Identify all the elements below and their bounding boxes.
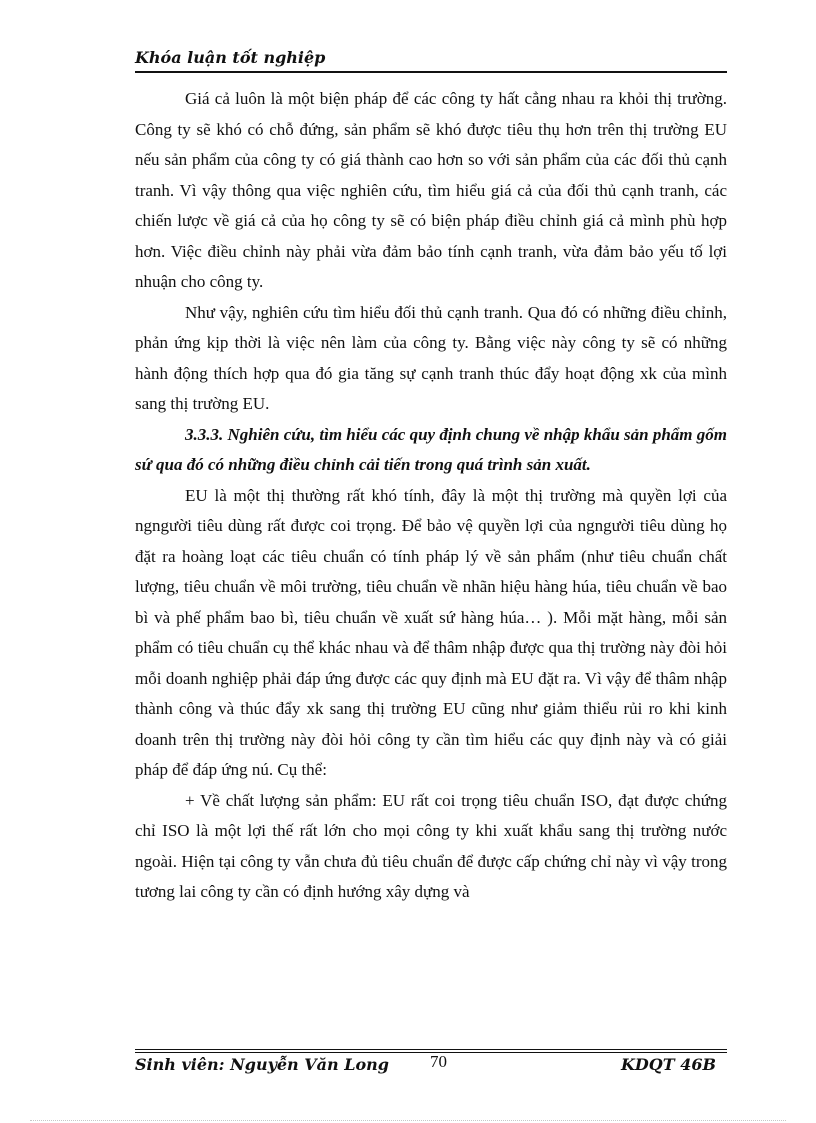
- footer-class-code: KDQT 46B: [621, 1055, 716, 1074]
- paragraph-price: Giá cả luôn là một biện pháp để các công ty hất cẳng nhau ra khỏi thị trường. Công ty sẽ khó có chỗ đứng, sản phẩm sẽ khó được tiêu thụ hơn trên thị trường EU nếu sản phẩm của công ty có giá thành cao hơn so với sản phẩm của các đối thủ cạnh tranh. Vì vậy thông qua việc nghiên cứu, tìm hiểu giá cả của đối thủ cạnh tranh, các chiến lược về giá cả của họ công ty sẽ có biện pháp điều chỉnh giá cả mình phù hợp hơn. Việc điều chỉnh này phải vừa đảm bảo tính cạnh tranh, vừa đảm bảo yếu tố lợi nhuận cho công ty.: [135, 89, 727, 291]
- header-rule: [135, 71, 727, 73]
- document-body: [135, 84, 727, 908]
- paragraph-quality: + Về chất lượng sản phẩm: EU rất coi trọng tiêu chuẩn ISO, đạt được chứng chỉ ISO là một lợi thế rất lớn cho mọi công ty khi xuất khẩu sang thị trường nước ngoài. Hiện tại công ty vẫn chưa đủ tiêu chuẩn để được cấp chứng chỉ này vì vậy trong tương lai công ty cần có định hướng xây dựng và: [135, 790, 727, 901]
- page-edge-divider: [30, 1120, 786, 1121]
- page-number: 70: [430, 1052, 447, 1071]
- paragraph-eu-market: EU là một thị thường rất khó tính, đây là một thị trường mà quyền lợi của ngngười tiêu dùng rất được coi trọng. Để bảo vệ quyền lợi của ngngười tiêu dùng họ đặt ra hoàng loạt các tiêu chuẩn có tính pháp lý về sản phẩm (như tiêu chuẩn chất lượng, tiêu chuẩn về môi trường, tiêu chuẩn về nhãn hiệu hàng húa, tiêu chuẩn về bao bì và phế phẩm bao bì, tiêu chuẩn về xuất sứ hàng húa… ). Mỗi mặt hàng, mỗi sản phẩm có tiêu chuẩn cụ thể khác nhau và để thâm nhập được qua thị trường này đòi hỏi mỗi doanh nghiệp phải đáp ứng được các quy định mà EU đặt ra. Vì vậy để thâm nhập thành công và thúc đẩy xk sang thị trường EU cũng như giảm thiểu rủi ro khi kinh doanh trên thị trường này đòi hỏi công ty cần tìm hiểu các quy định này và có giải pháp để đáp ứng nú. Cụ thể:: [135, 485, 727, 779]
- footer-author: Sinh viên: Nguyễn Văn Long: [135, 1055, 389, 1074]
- paragraph-competitor: Như vậy, nghiên cứu tìm hiểu đối thủ cạnh tranh. Qua đó có những điều chỉnh, phản ứng kịp thời là việc nên làm của công ty. Bằng việc này công ty sẽ có những hành động thích hợp qua đó gia tăng sự cạnh tranh thúc đẩy hoạt động xk của mình sang thị trường EU.: [135, 302, 727, 413]
- footer-rule-top: [135, 1049, 727, 1050]
- section-heading: 3.3.3. Nghiên cứu, tìm hiểu các quy định chung về nhập khẩu sản phẩm gốm sứ qua đó có những điều chỉnh cải tiến trong quá trình sản xuất.: [135, 424, 727, 474]
- page-header-title: Khóa luận tốt nghiệp: [135, 48, 326, 67]
